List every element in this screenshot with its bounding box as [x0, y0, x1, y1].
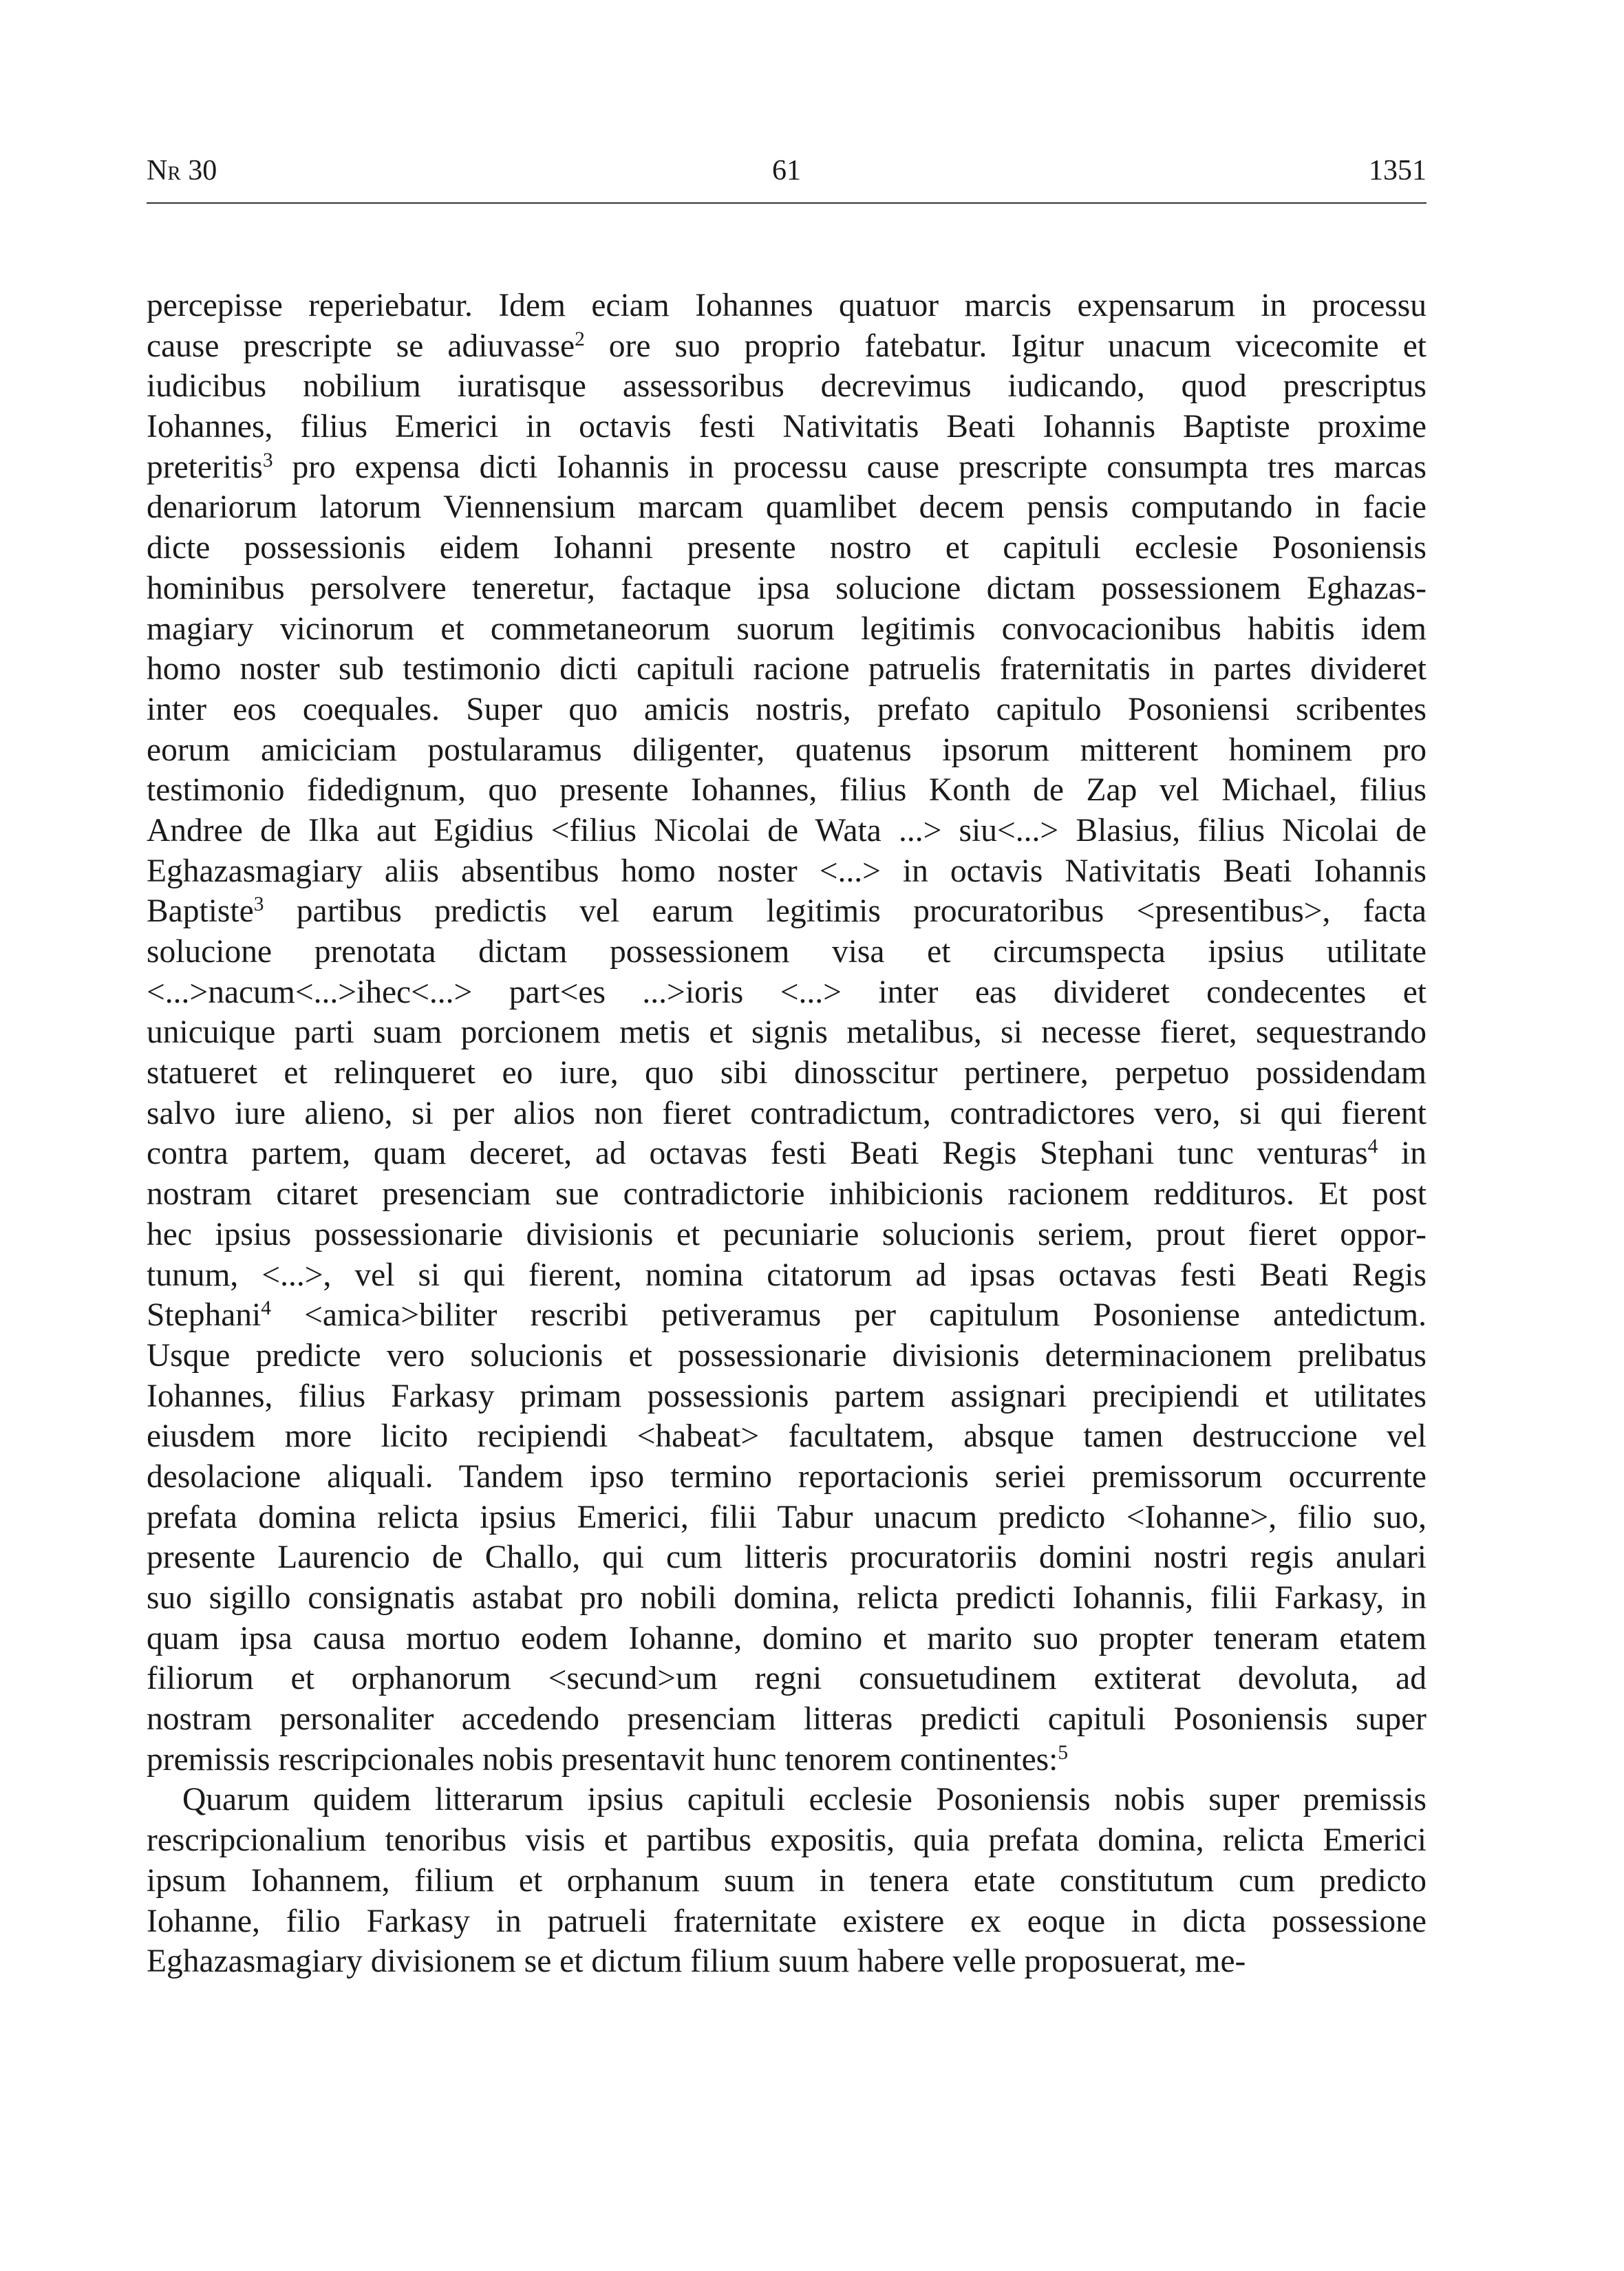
text-segment: Iohanne, filio Farkasy in patrueli fraternitate existere ex eoque in dicta possessione	[147, 1903, 1427, 1939]
text-segment: Usque predicte vero solucionis et possessionarie divisionis determinacionem prelibatus	[147, 1337, 1427, 1374]
text-line	[147, 1215, 1427, 1255]
text-segment: filiorum et orphanorum <secund>um regni consuetudinem extiterat devoluta, ad	[147, 1661, 1427, 1697]
text-line	[147, 1255, 1427, 1296]
text-line	[147, 366, 1427, 407]
paragraph	[147, 1780, 1427, 1981]
text-segment: tunum, <...>, vel si qui fierent, nomina citatorum ad ipsas octavas festi Beati Regis	[147, 1257, 1427, 1293]
text-segment: salvo iure alieno, si per alios non fieret contradictum, contradictores vero, si qui fierent	[147, 1095, 1427, 1131]
text-segment: magiary vicinorum et commetaneorum suorum legitimis convocacionibus habitis idem	[147, 610, 1427, 647]
text-line	[147, 1457, 1427, 1497]
text-line	[147, 1336, 1427, 1376]
text-segment: ore suo proprio fatebatur. Igitur unacum vicecomite et	[584, 328, 1427, 364]
text-line	[147, 972, 1427, 1013]
text-line	[147, 447, 1427, 488]
text-line	[147, 649, 1427, 690]
text-segment: ipsum Iohannem, filium et orphanum suum in tenera etate constitutum cum predicto	[147, 1862, 1427, 1899]
text-segment: contra partem, quam deceret, ad octavas festi Beati Regis Stephani tunc venturas	[147, 1136, 1368, 1172]
text-segment: Quarum quidem litterarum ipsius capituli ecclesie Posoniensis nobis super premissis	[182, 1782, 1427, 1818]
text-segment: cause prescripte se adiuvasse	[147, 328, 575, 364]
text-line	[147, 1740, 1427, 1780]
header-year: 1351	[1369, 155, 1427, 186]
text-segment: dicte possessionis eidem Iohanni presente nostro et capituli ecclesie Posoniensis	[147, 530, 1427, 566]
text-line	[147, 1497, 1427, 1538]
text-segment: preteritis	[147, 449, 263, 485]
header-record-number: Nr 30	[147, 155, 217, 186]
text-segment: pro expensa dicti Iohannis in processu cause prescripte consumpta tres marcas	[273, 449, 1427, 485]
text-segment: rescripcionalium tenoribus visis et partibus expositis, quia prefata domina, relicta Emerici	[147, 1822, 1427, 1859]
text-segment: eiusdem more licito recipiendi <habeat> facultatem, absque tamen destruccione vel	[147, 1418, 1427, 1455]
text-segment: homo noster sub testimonio dicti capituli racione patruelis fraternitatis in partes divideret	[147, 651, 1427, 687]
text-segment: prefata domina relicta ipsius Emerici, filii Tabur unacum predicto <Iohanne>, filio suo,	[147, 1499, 1427, 1535]
text-line	[147, 407, 1427, 447]
text-line	[147, 1174, 1427, 1215]
text-segment: Eghazasmagiary aliis absentibus homo noster <...> in octavis Nativitatis Beati Iohannis	[147, 853, 1427, 889]
text-segment: percepisse reperiebatur. Idem eciam Iohannes quatuor marcis expensarum in processu	[147, 288, 1427, 323]
text-segment: <...>nacum<...>ihec<...> part<es ...>ioris <...> inter eas divideret condecentes et	[147, 974, 1427, 1010]
text-segment: Iohannes, filius Farkasy primam possessionis partem assignari precipiendi et utilitates	[147, 1378, 1427, 1414]
text-segment: in	[1378, 1136, 1427, 1172]
text-segment: Iohannes, filius Emerici in octavis festi Nativitatis Beati Iohannis Baptiste proxime	[147, 409, 1427, 445]
text-line	[147, 1780, 1427, 1820]
text-segment: denariorum latorum Viennensium marcam quamlibet decem pensis computando in facie	[147, 489, 1427, 526]
text-segment: statueret et relinqueret eo iure, quo sibi dinosscitur pertinere, perpetuo possidendam	[147, 1055, 1427, 1091]
text-segment: suo sigillo consignatis astabat pro nobili domina, relicta predicti Iohannis, filii Farkasy, in	[147, 1580, 1427, 1616]
text-line	[147, 1376, 1427, 1417]
text-line	[147, 891, 1427, 932]
text-line	[147, 528, 1427, 568]
footnote-marker: 4	[1367, 1136, 1378, 1158]
text-line	[147, 1901, 1427, 1942]
paragraph	[147, 286, 1427, 1780]
footnote-marker: 4	[261, 1297, 271, 1319]
text-line	[147, 326, 1427, 367]
text-line	[147, 1094, 1427, 1134]
document-body	[147, 286, 1427, 1982]
text-segment: solucione prenotata dictam possessionem visa et circumspecta ipsius utilitate	[147, 934, 1427, 970]
footnote-marker: 5	[1058, 1741, 1069, 1764]
header-page-number: 61	[772, 155, 801, 186]
text-line	[147, 1699, 1427, 1740]
text-segment: quam ipsa causa mortuo eodem Iohanne, domino et marito suo propter teneram etatem	[147, 1620, 1427, 1656]
text-segment: presente Laurencio de Challo, qui cum litteris procuratoriis domini nostri regis anulari	[147, 1539, 1427, 1576]
text-line	[147, 609, 1427, 650]
text-line	[147, 1295, 1427, 1336]
text-line	[147, 1537, 1427, 1578]
text-line	[147, 1578, 1427, 1619]
text-segment: testimonio fidedignum, quo presente Iohannes, filius Konth de Zap vel Michael, filius	[147, 772, 1427, 809]
footnote-marker: 3	[262, 449, 273, 471]
text-segment: Baptiste	[147, 893, 254, 930]
text-line	[147, 811, 1427, 851]
text-segment: desolacione aliquali. Tandem ipso termino reportacionis seriei premissorum occurrente	[147, 1458, 1427, 1495]
text-segment: partibus predictis vel earum legitimis procuratoribus <presentibus>, facta	[264, 893, 1427, 930]
text-line	[147, 1941, 1427, 1982]
text-segment: nostram personaliter accedendo presenciam litteras predicti capituli Posoniensis super	[147, 1701, 1427, 1738]
text-segment: unicuique parti suam porcionem metis et signis metalibus, si necesse fieret, sequestrando	[147, 1014, 1427, 1051]
text-line	[147, 1820, 1427, 1861]
text-line	[147, 690, 1427, 730]
text-segment: hec ipsius possessionarie divisionis et pecuniarie solucionis seriem, prout fieret oppor-	[147, 1216, 1427, 1252]
text-segment: iudicibus nobilium iuratisque assessoribus decrevimus iudicando, quod prescriptus	[147, 368, 1427, 405]
text-segment: eorum amiciciam postularamus diligenter, quatenus ipsorum mitterent hominem pro	[147, 732, 1427, 768]
text-segment: nostram citaret presenciam sue contradictorie inhibicionis racionem reddituros. Et post	[147, 1176, 1427, 1213]
text-line	[147, 1861, 1427, 1901]
text-segment: hominibus persolvere teneretur, factaque ipsa solucione dictam possessionem Eghazas-	[147, 570, 1427, 606]
text-line	[147, 1659, 1427, 1699]
text-line	[147, 1619, 1427, 1659]
text-segment: inter eos coequales. Super quo amicis nostris, prefato capitulo Posoniensi scribentes	[147, 691, 1427, 727]
footnote-marker: 2	[575, 328, 585, 350]
text-line	[147, 1133, 1427, 1174]
text-line	[147, 487, 1427, 528]
footnote-marker: 3	[253, 893, 264, 916]
text-line	[147, 286, 1427, 326]
text-line	[147, 1012, 1427, 1053]
text-line	[147, 1416, 1427, 1457]
text-segment: premissis rescripcionales nobis presentavit hunc tenorem continentes:	[147, 1741, 1058, 1778]
text-line	[147, 730, 1427, 771]
text-line	[147, 932, 1427, 972]
text-segment: Stephani	[147, 1297, 261, 1334]
text-segment: Andree de Ilka aut Egidius <filius Nicolai de Wata ...> siu<...> Blasius, filius Nicolai de	[147, 812, 1427, 849]
text-segment: Eghazasmagiary divisionem se et dictum filium suum habere velle proposuerat, me-	[147, 1943, 1246, 1980]
text-segment: <amica>biliter rescribi petiveramus per capitulum Posoniense antedictum.	[270, 1297, 1427, 1334]
text-line	[147, 568, 1427, 609]
text-line	[147, 1053, 1427, 1094]
header-divider	[147, 202, 1427, 204]
text-line	[147, 851, 1427, 892]
running-header	[147, 154, 1427, 195]
text-line	[147, 770, 1427, 811]
